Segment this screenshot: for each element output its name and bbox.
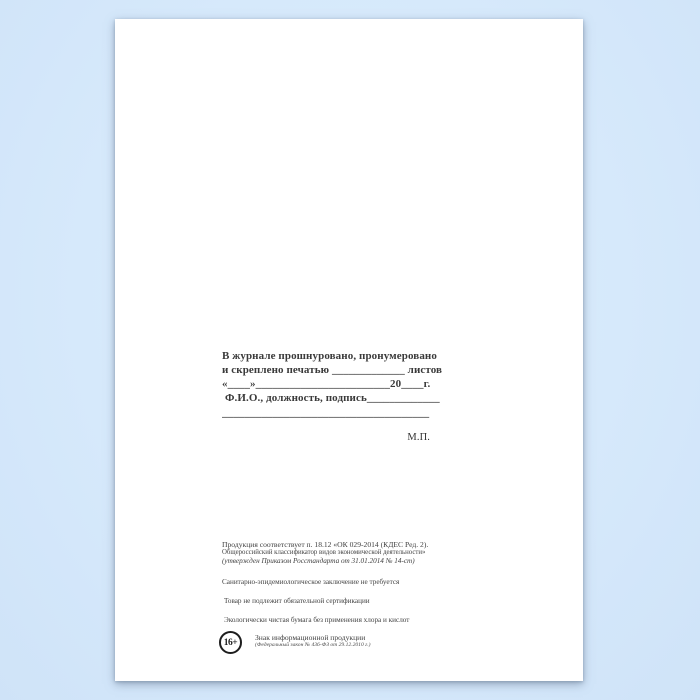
information-product-mark-label: Знак информационной продукции <box>255 633 366 642</box>
binding-certification-block <box>222 349 443 445</box>
binding-line-5-blank: _____________________________________ <box>222 407 430 419</box>
binding-line-1: В журнале прошнуровано, пронумеровано <box>222 350 437 362</box>
age-mark-text <box>255 633 371 649</box>
stamp-place-label: М.П. <box>407 432 430 443</box>
standard-compliance-line-3: (утвержден Приказом Росстандарта от 31.01.2014 № 14-ст) <box>222 557 415 565</box>
binding-line-2-sheets: и скреплено печатью _____________ листов <box>222 364 443 376</box>
age-mark-row <box>219 631 371 654</box>
sanitary-statement: Санитарно-эпидемиологическое заключение не требуется <box>222 578 400 586</box>
federal-law-reference: (Федеральный закон № 436-ФЗ от 29.12.2010 г.) <box>255 642 371 648</box>
standard-compliance-line-1: Продукция соответствует п. 18.12 «ОК 029-2014 (КДЕС Ред. 2). <box>222 540 429 549</box>
journal-back-page <box>115 19 583 681</box>
compliance-block <box>222 540 462 625</box>
binding-line-3-date: «____»________________________20____г. <box>222 378 431 390</box>
ecology-statement: Экологически чистая бумага без применения хлора и кислот <box>224 616 410 624</box>
binding-line-4-name-position-signature: Ф.И.О., должность, подпись_____________ <box>225 392 440 404</box>
standard-compliance-line-2: Общероссийский классификатор видов экономической деятельности» <box>222 549 426 556</box>
age-16plus-icon: 16+ <box>219 631 242 654</box>
certification-statement: Товар не подлежит обязательной сертификации <box>224 597 370 605</box>
